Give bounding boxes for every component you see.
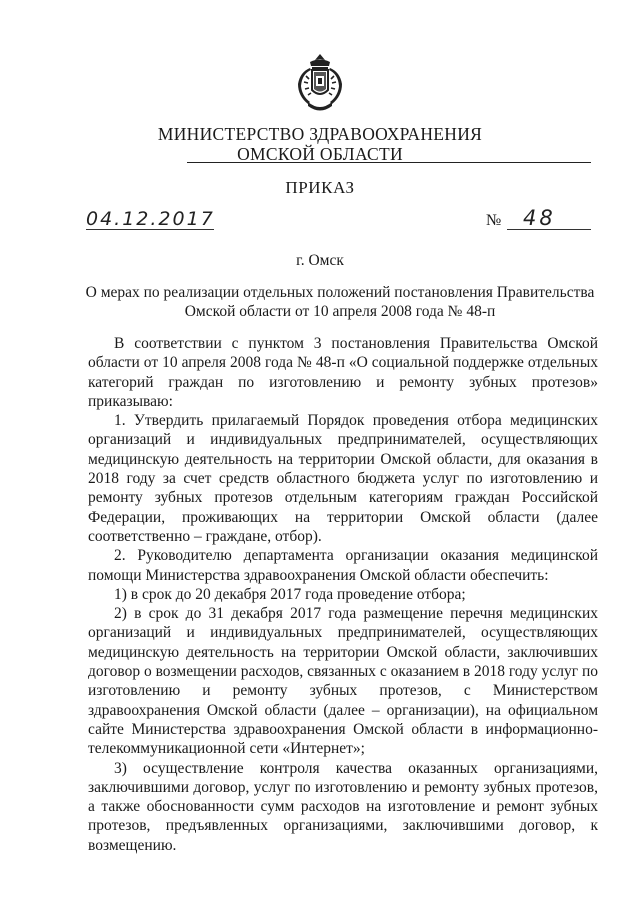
ministry-name-line1: МИНИСТЕРСТВО ЗДРАВООХРАНЕНИЯ (157, 124, 483, 144)
subitem-2-2: 2) в срок до 31 декабря 2017 года размещение перечня медицинских организаций и индивидуальных предпринимателей, осуществляющих медицинскую деятельность на территории Омской области, заключивших договор о возмещении расходов, связанных с оказанием в 2018 году услуг по изготовлению и ремонту зубных протезов, с Министерством здравоохранения Омской области (далее – организации), на официальном сайте Министерства здравоохранения Омской области в информационно-телекоммуникационной сети «Интернет»; (88, 605, 599, 758)
paragraph-item-1: 1. Утвердить прилагаемый Порядок проведения отбора медицинских организаций и индивидуальных предпринимателей, осуществляющих медицинскую деятельность на территории Омской области, для оказания в 2018 году за счет средств областного бюджета услуг по изготовлению и ремонту зубных протезов отдельным категориям граждан Российской Федерации, проживающих на территории Омской области (далее соответственно – граждане, отбор). (88, 412, 598, 545)
handwritten-date: 04.12.2017 (86, 208, 215, 230)
city-name: г. Омск (296, 252, 344, 269)
preamble-paragraph: В соответствии с пунктом 3 постановления Правительства Омской области от 10 апреля 2008 года № 48-п «О социальной поддержке отдельных категорий граждан по изготовлению и ремонту зубных протезов» приказываю: (88, 335, 598, 410)
subitem-2-1: 1) в срок до 20 декабря 2017 года проведение отбора; (114, 585, 466, 603)
omsk-coat-of-arms-emblem (296, 52, 344, 116)
subject-line2: Омской области от 10 апреля 2008 года № 48-п (184, 303, 496, 320)
number-sign: № (486, 212, 502, 229)
header-divider (187, 162, 591, 163)
order-subject (80, 283, 600, 321)
ministry-name-line2: ОМСКОЙ ОБЛАСТИ (237, 144, 403, 164)
subject-line1: О мерах по реализации отдельных положений постановления Правительства (85, 284, 595, 301)
handwritten-order-number: 48 (523, 206, 556, 230)
paragraph-item-2: 2. Руководителю департамента организации оказания медицинской помощи Министерства здравоохранения Омской области обеспечить: (88, 547, 598, 584)
order-title: ПРИКАЗ (285, 178, 355, 197)
subitem-2-3: 3) осуществление контроля качества оказанных организациями, заключившими договор, услуг по изготовлению и ремонту зубных протезов, а также обоснованности сумм расходов на изготовление и ремонт зубных протезов, предъявленных организациями, заключившими договор, к возмещению. (88, 759, 598, 854)
date-underline (86, 229, 214, 230)
number-underline (507, 229, 591, 230)
order-body (88, 334, 598, 855)
